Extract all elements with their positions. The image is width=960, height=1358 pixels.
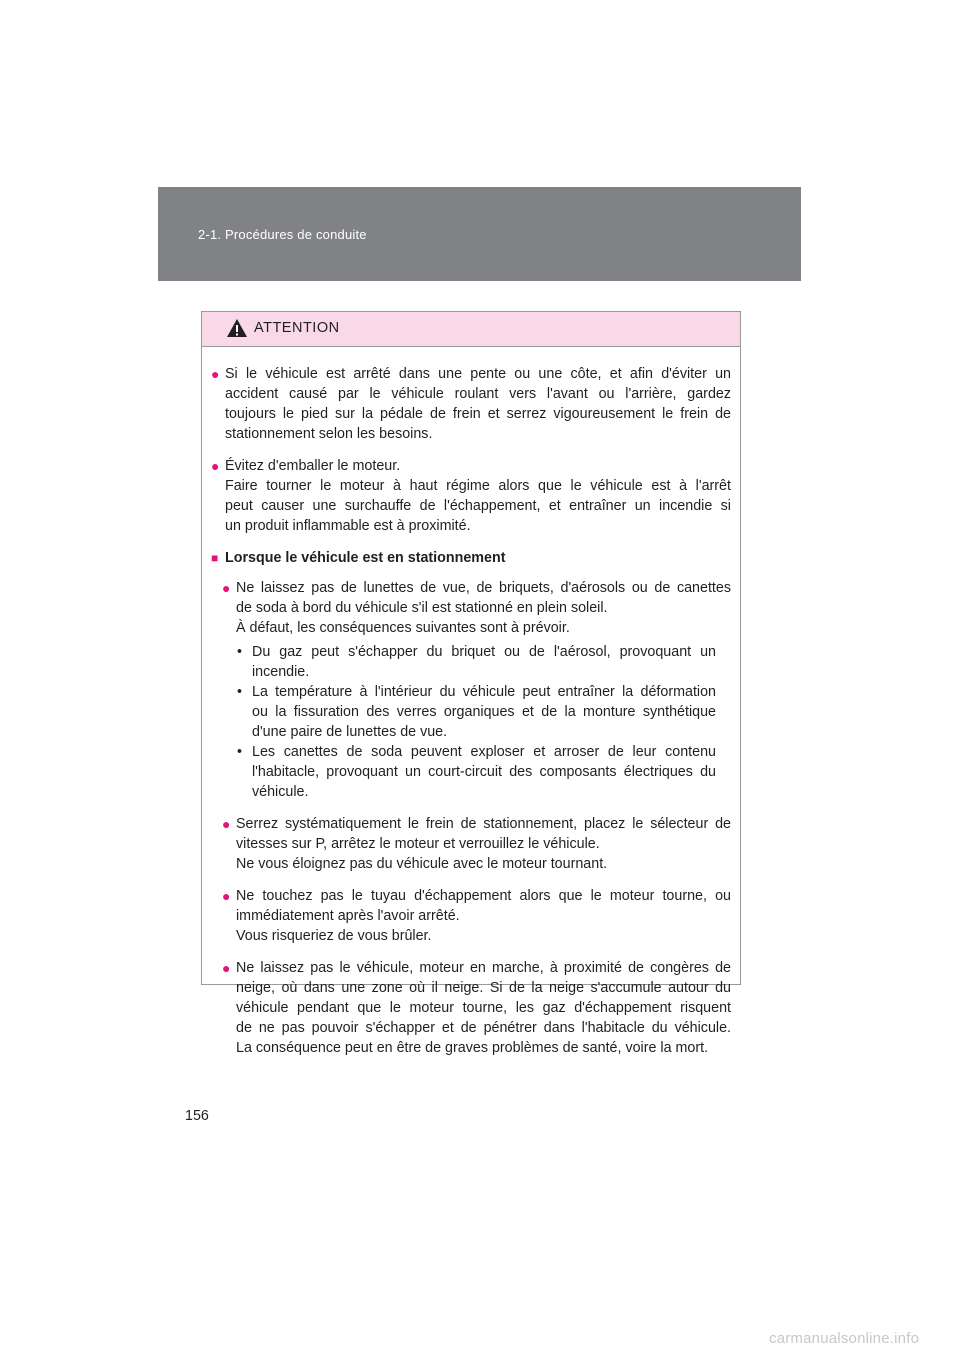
text-line: toujours le pied sur la pédale de frein et serrez vigoureusement le frein de: [225, 406, 731, 422]
watermark: carmanualsonline.info: [769, 1330, 920, 1347]
bullet-circle-icon: ●: [211, 458, 220, 474]
text-line: de soda à bord du véhicule s'il est stationné en plein soleil.: [236, 600, 608, 616]
text-line: ou la fissuration des verres organiques et de la monture synthétique: [252, 704, 716, 720]
warning-body: [202, 347, 740, 1058]
list-item: [236, 742, 731, 802]
text-line: véhicule.: [252, 784, 309, 800]
bullet-circle-icon: ●: [222, 580, 231, 596]
header-band: [158, 187, 801, 281]
text-line: Serrez systématiquement le frein de stationnement, placez le sélecteur de: [236, 816, 731, 832]
paragraph: [222, 886, 731, 946]
text-line: vitesses sur P, arrêtez le moteur et verrouillez le véhicule.: [236, 836, 600, 852]
text-line: Si le véhicule est arrêté dans une pente ou une côte, et afin d'éviter un: [225, 366, 731, 382]
bullet-dot-icon: •: [237, 684, 243, 700]
paragraph: [211, 456, 731, 536]
bullet-square-icon: ■: [211, 551, 219, 565]
text-line: Ne laissez pas le véhicule, moteur en marche, à proximité de congères de: [236, 960, 731, 976]
text-line: un produit inflammable est à proximité.: [225, 518, 471, 534]
text-line: d'une paire de lunettes de vue.: [252, 724, 448, 740]
text-line: Ne touchez pas le tuyau d'échappement alors que le moteur tourne, ou: [236, 888, 731, 904]
bullet-circle-icon: ●: [222, 960, 231, 976]
list-item: [236, 642, 731, 682]
text-line: Les canettes de soda peuvent exploser et arroser de leur contenu: [252, 744, 716, 760]
text-line: Du gaz peut s'échapper du briquet ou de l'aérosol, provoquant un: [252, 644, 716, 660]
text-line: neige, où dans une zone où il neige. Si de la neige s'accumule autour du: [236, 980, 731, 996]
paragraph: [222, 814, 731, 874]
bullet-dot-icon: •: [237, 744, 243, 760]
text-line: Évitez d'emballer le moteur.: [225, 458, 401, 474]
bullet-dot-icon: •: [237, 644, 243, 660]
text-line: incendie.: [252, 664, 310, 680]
bullet-circle-icon: ●: [211, 366, 220, 382]
text-line: accident causé par le véhicule roulant vers l'avant ou l'arrière, gardez: [225, 386, 731, 402]
text-line: de ne pas pouvoir s'échapper et de pénétrer dans l'habitacle du véhicule.: [236, 1020, 731, 1036]
text-line: La conséquence peut en être de graves problèmes de santé, voire la mort.: [236, 1040, 709, 1056]
paragraph: [211, 364, 731, 444]
consequence-list: [236, 642, 731, 802]
paragraph: [222, 578, 731, 802]
bullet-circle-icon: ●: [222, 816, 231, 832]
text-line: l'habitacle, provoquant un court-circuit des composants électriques du: [252, 764, 716, 780]
paragraph: [222, 958, 731, 1058]
section-heading: [211, 548, 731, 568]
text-line: stationnement selon les besoins.: [225, 426, 433, 442]
text-line: peut causer une surchauffe de l'échappement, et entraîner un incendie si: [225, 498, 731, 514]
warning-title: ATTENTION: [254, 320, 340, 336]
list-item: [236, 682, 731, 742]
heading-text: Lorsque le véhicule est en stationnement: [225, 550, 506, 566]
text-line: Ne laissez pas de lunettes de vue, de briquets, d'aérosols ou de canettes: [236, 580, 731, 596]
text-line: Vous risqueriez de vous brûler.: [236, 928, 432, 944]
text-line: À défaut, les conséquences suivantes sont à prévoir.: [236, 620, 570, 636]
warning-triangle-icon: [226, 318, 248, 338]
text-line: immédiatement après l'avoir arrêté.: [236, 908, 460, 924]
page-number: 156: [185, 1108, 209, 1124]
text-line: Faire tourner le moteur à haut régime alors que le véhicule est à l'arrêt: [225, 478, 731, 494]
warning-box: [201, 311, 741, 1056]
text-line: véhicule pendant que le moteur tourne, les gaz d'échappement risquent: [236, 1000, 731, 1016]
text-line: Ne vous éloignez pas du véhicule avec le moteur tournant.: [236, 856, 608, 872]
section-title: 2-1. Procédures de conduite: [198, 227, 367, 242]
bullet-circle-icon: ●: [222, 888, 231, 904]
text-line: La température à l'intérieur du véhicule peut entraîner la déformation: [252, 684, 716, 700]
warning-header: [202, 312, 740, 347]
